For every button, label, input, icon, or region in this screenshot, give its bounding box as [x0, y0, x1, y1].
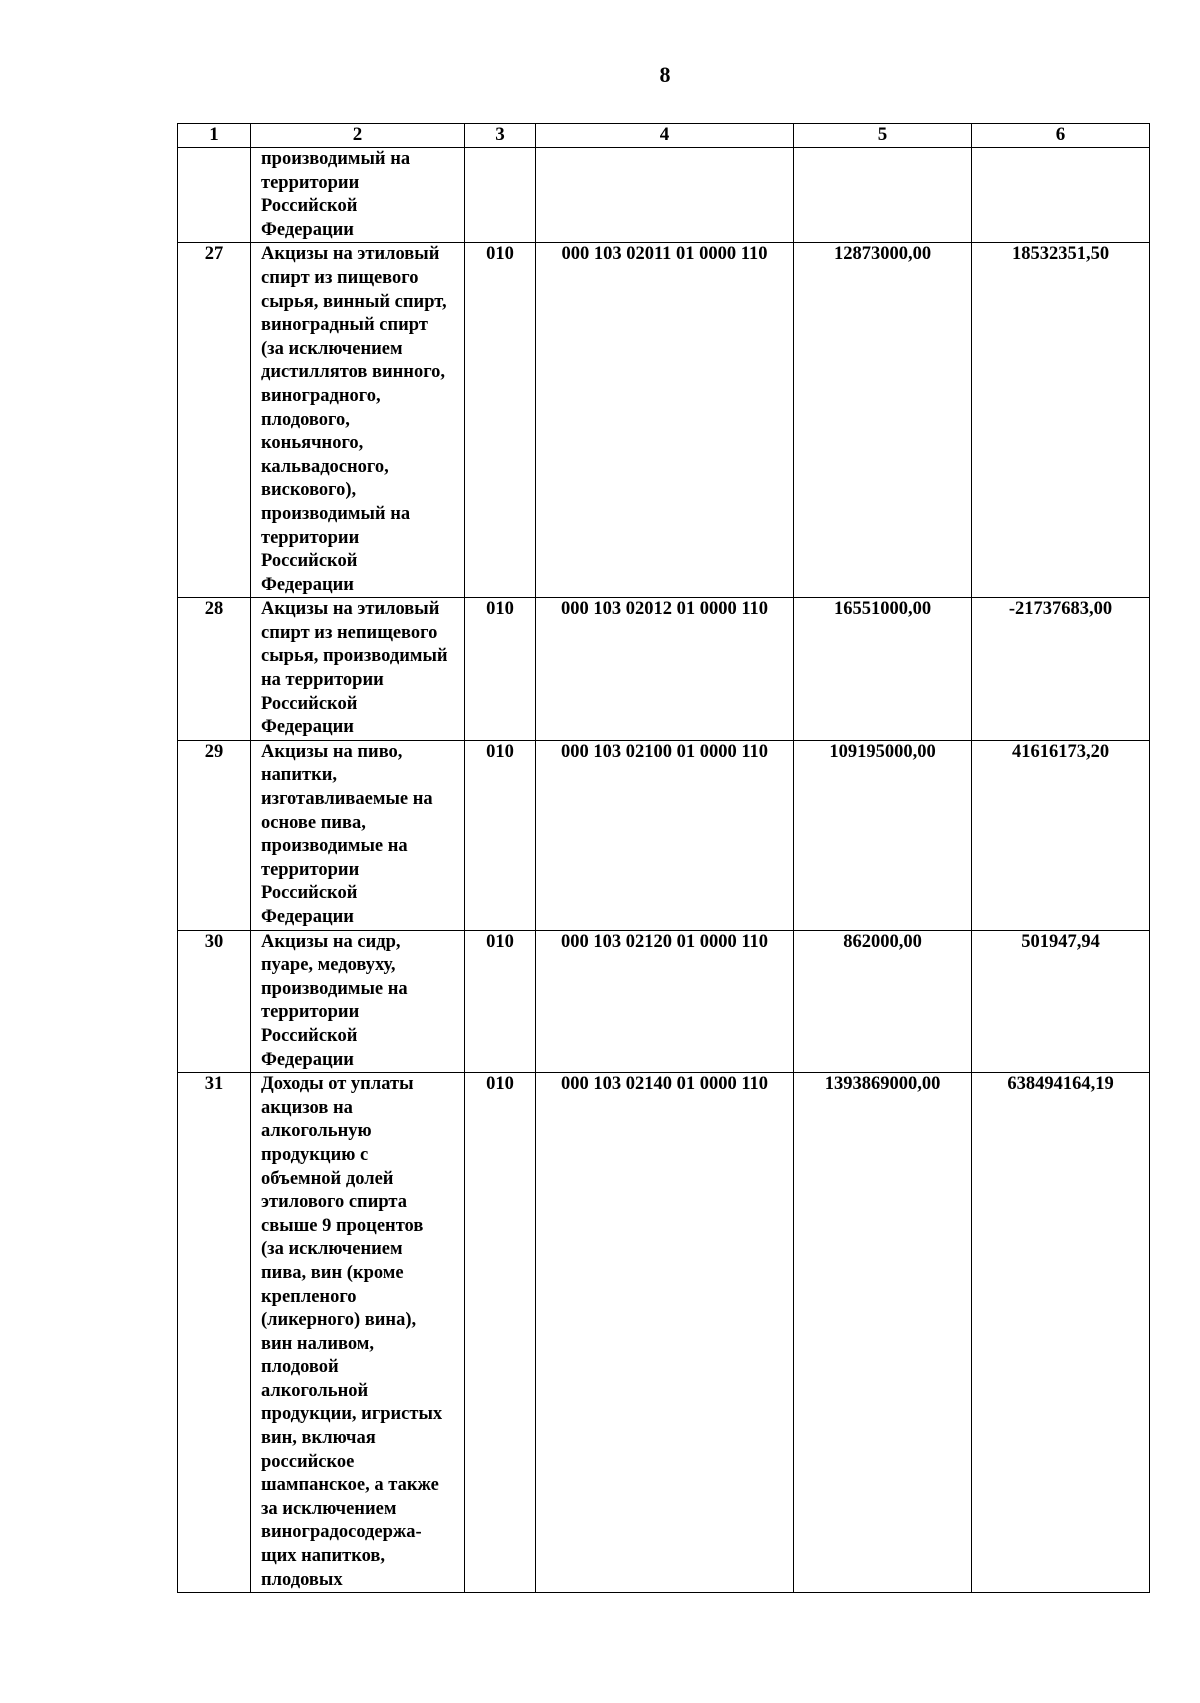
revenue-name-line: крепленого: [261, 1286, 357, 1307]
row-number: 27: [178, 243, 251, 598]
budget-classification-code: 000 103 02011 01 0000 110: [536, 243, 794, 598]
revenue-name-line: шампанское, а также: [261, 1475, 439, 1496]
revenue-name-line: объемной долей: [261, 1168, 394, 1189]
revenue-name-line: сырья, производимый: [261, 646, 448, 667]
revenue-name-line: Федерации: [261, 907, 354, 927]
actual-amount: 501947,94: [972, 930, 1150, 1073]
admin-code: 010: [465, 598, 536, 741]
revenue-name-line: производимые на: [261, 836, 408, 857]
revenue-name-line: спирт из непищевого: [261, 622, 438, 643]
table-row: [178, 740, 1150, 930]
revenue-name-line: алкогольную: [261, 1121, 372, 1142]
table-row: [178, 1073, 1150, 1593]
revenue-name-line: производимый на: [261, 149, 411, 169]
admin-code: 010: [465, 740, 536, 930]
column-header: 4: [536, 124, 794, 148]
revenue-name-line: Российской: [261, 1025, 358, 1046]
revenue-name-line: изготавливаемые на: [261, 789, 433, 810]
column-header: 3: [465, 124, 536, 148]
revenue-name-line: Федерации: [261, 1049, 354, 1070]
revenue-name-line: российское: [261, 1451, 355, 1472]
actual-amount: [972, 148, 1150, 243]
revenue-name-line: (ликерного) вина),: [261, 1310, 417, 1331]
revenue-name: [251, 243, 465, 598]
admin-code: 010: [465, 1073, 536, 1593]
revenue-name-line: этилового спирта: [261, 1192, 407, 1213]
revenue-name-line: плодового,: [261, 409, 350, 430]
revenue-name-line: пуаре, медовуху,: [261, 955, 396, 976]
revenue-name-line: спирт из пищевого: [261, 267, 419, 288]
revenue-name-line: вискового),: [261, 480, 357, 501]
revenue-name-line: продукции, игристых: [261, 1404, 443, 1425]
admin-code: [465, 148, 536, 243]
revenue-name-line: основе пива,: [261, 812, 366, 833]
revenue-name-line: территории: [261, 172, 360, 193]
revenue-name-line: вин, включая: [261, 1428, 376, 1449]
revenue-name-line: вин наливом,: [261, 1333, 375, 1354]
planned-amount: 109195000,00: [794, 740, 972, 930]
revenue-name-line: свыше 9 процентов: [261, 1215, 424, 1236]
revenue-name-line: Акцизы на этиловый: [261, 244, 440, 265]
table-row: [178, 930, 1150, 1073]
revenue-name-line: плодовой: [261, 1357, 339, 1378]
admin-code: 010: [465, 243, 536, 598]
revenue-name-line: щих напитков,: [261, 1546, 386, 1567]
planned-amount: 862000,00: [794, 930, 972, 1073]
column-header: 1: [178, 124, 251, 148]
actual-amount: 18532351,50: [972, 243, 1150, 598]
actual-amount: -21737683,00: [972, 598, 1150, 741]
revenue-name-line: Федерации: [261, 574, 354, 595]
revenue-name-line: на территории: [261, 670, 384, 691]
column-header: 5: [794, 124, 972, 148]
planned-amount: 16551000,00: [794, 598, 972, 741]
revenue-name-line: пива, вин (кроме: [261, 1262, 404, 1283]
revenue-name-line: коньячного,: [261, 433, 364, 454]
revenue-name-line: Российской: [261, 551, 358, 572]
revenue-name-line: Российской: [261, 883, 358, 904]
table-row: [178, 598, 1150, 741]
revenue-name-line: производимый на: [261, 503, 411, 524]
revenue-name-line: дистиллятов винного,: [261, 362, 446, 383]
planned-amount: 12873000,00: [794, 243, 972, 598]
planned-amount: 1393869000,00: [794, 1073, 972, 1593]
revenue-name-line: плодовых: [261, 1569, 343, 1590]
revenue-name-line: территории: [261, 527, 360, 548]
column-header: 2: [251, 124, 465, 148]
budget-classification-code: [536, 148, 794, 243]
revenue-name-line: кальвадосного,: [261, 456, 389, 477]
revenue-name: [251, 598, 465, 741]
actual-amount: 638494164,19: [972, 1073, 1150, 1593]
budget-classification-code: 000 103 02100 01 0000 110: [536, 740, 794, 930]
revenue-table: [177, 123, 1150, 1593]
revenue-name-line: Федерации: [261, 717, 354, 738]
revenue-name-line: (за исключением: [261, 1239, 403, 1260]
page-number: 8: [659, 62, 671, 87]
row-number: 31: [178, 1073, 251, 1593]
revenue-name-line: алкогольной: [261, 1380, 369, 1401]
revenue-name-line: Акцизы на сидр,: [261, 931, 401, 952]
revenue-name-line: Доходы от уплаты: [261, 1074, 414, 1095]
revenue-name-line: сырья, винный спирт,: [261, 291, 447, 312]
revenue-name-line: продукцию с: [261, 1144, 369, 1165]
row-number: [178, 148, 251, 243]
revenue-name-line: территории: [261, 859, 360, 880]
revenue-name: [251, 930, 465, 1073]
budget-classification-code: 000 103 02120 01 0000 110: [536, 930, 794, 1073]
budget-classification-code: 000 103 02140 01 0000 110: [536, 1073, 794, 1593]
revenue-name-line: виноградного,: [261, 385, 381, 406]
table-row: [178, 243, 1150, 598]
revenue-name-line: территории: [261, 1002, 360, 1023]
revenue-name-line: производимые на: [261, 978, 408, 999]
column-header: 6: [972, 124, 1150, 148]
revenue-name-line: Акцизы на этиловый: [261, 599, 440, 620]
revenue-name-line: акцизов на: [261, 1097, 353, 1118]
revenue-name-line: (за исключением: [261, 338, 403, 359]
table-row: [178, 148, 1150, 243]
admin-code: 010: [465, 930, 536, 1073]
planned-amount: [794, 148, 972, 243]
revenue-name-line: за исключением: [261, 1498, 397, 1519]
revenue-name-line: Российской: [261, 693, 358, 714]
actual-amount: 41616173,20: [972, 740, 1150, 930]
revenue-name-line: напитки,: [261, 765, 338, 786]
revenue-name-line: Федерации: [261, 219, 354, 240]
row-number: 28: [178, 598, 251, 741]
revenue-name-line: виноградосодержа-: [261, 1522, 422, 1543]
table-header-row: [178, 124, 1150, 148]
revenue-name-line: Акцизы на пиво,: [261, 741, 403, 762]
row-number: 29: [178, 740, 251, 930]
revenue-name: [251, 740, 465, 930]
revenue-name-line: виноградный спирт: [261, 315, 428, 336]
revenue-name: [251, 148, 465, 243]
budget-classification-code: 000 103 02012 01 0000 110: [536, 598, 794, 741]
revenue-name-line: Российской: [261, 196, 358, 217]
row-number: 30: [178, 930, 251, 1073]
revenue-name: [251, 1073, 465, 1593]
